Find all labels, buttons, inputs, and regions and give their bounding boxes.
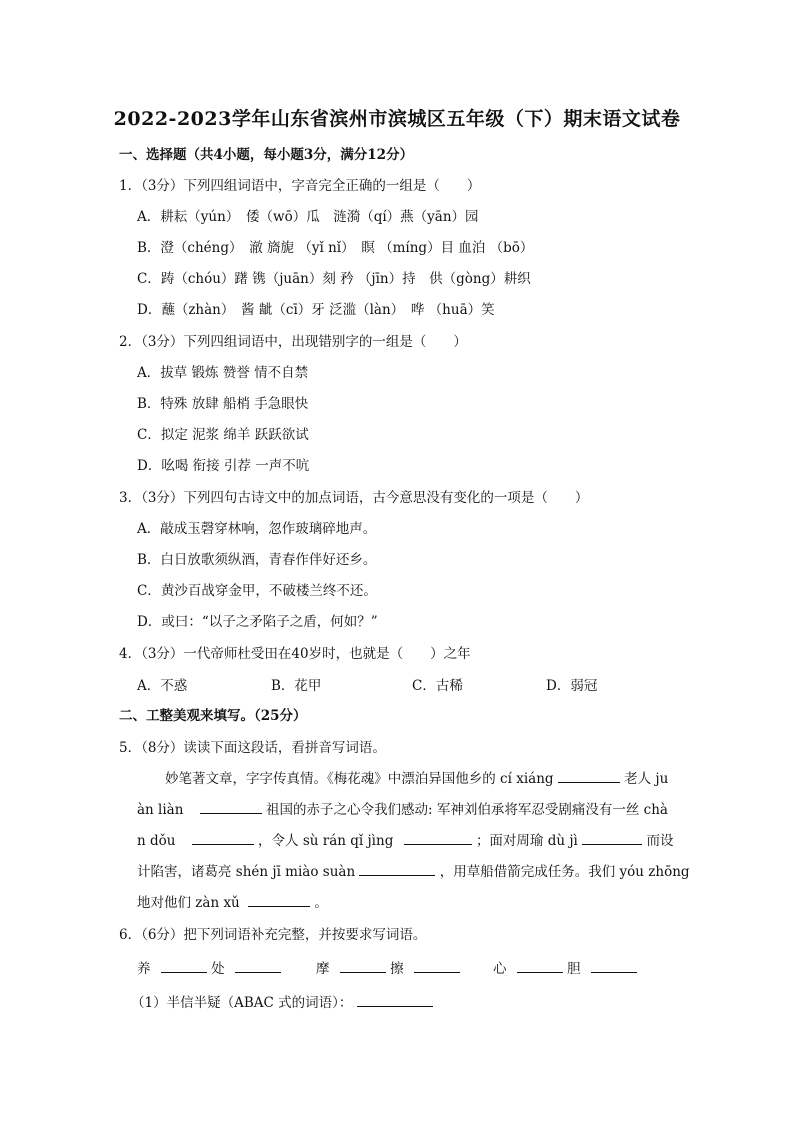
question-2-option-b: B．特殊 放肆 船梢 手急眼快 <box>137 396 309 412</box>
passage-text: 计陷害，诸葛亮 shén jī miào suàn <box>137 864 356 880</box>
passage-line-5 <box>137 894 328 912</box>
idiom-char: 摩 <box>316 961 330 977</box>
passage-line-4 <box>137 863 690 881</box>
answer-blank[interactable] <box>200 801 262 814</box>
idiom-fill-1 <box>137 960 281 978</box>
question-4-stem: 4．（3分）一代帝师杜受田在40岁时，也就是（ ）之年 <box>119 646 471 662</box>
idiom-char: 养 <box>137 961 151 977</box>
passage-text: ；面对周瑜 dù jì <box>475 833 578 849</box>
answer-blank[interactable] <box>558 770 620 783</box>
answer-blank[interactable] <box>404 832 472 845</box>
idiom-char: 处 <box>211 961 225 977</box>
passage-text: ，用草船借箭完成任务。我们 yóu zhōng <box>439 864 690 880</box>
passage-text: 老人 ju <box>624 771 669 787</box>
passage-line-1 <box>165 770 668 788</box>
question-2-option-a: A．拔草 锻炼 赞誉 情不自禁 <box>137 365 309 381</box>
question-3-option-a: A．敲成玉磬穿林响，忽作玻璃碎地声。 <box>137 521 377 537</box>
question-1-option-b: B．澄（chéng） 澈 旖旎 （yǐ nǐ） 瞑 （míng）目 血泊 （bō） <box>137 240 534 256</box>
question-4-option-d: D．弱冠 <box>546 678 598 694</box>
question-1-stem: 1．（3分）下列四组词语中，字音完全正确的一组是（ ） <box>119 178 481 194</box>
passage-text: àn liàn <box>137 802 184 818</box>
passage-text: 祖国的赤子之心令我们感动: 军神刘伯承将军忍受剧痛没有一丝 chà <box>266 802 668 818</box>
question-6-stem: 6．（6分）把下列词语补充完整，并按要求写词语。 <box>119 927 427 943</box>
question-1-option-d: D．蘸（zhàn） 酱 龇（cī）牙 泛滥（làn） 哗 （huā）笑 <box>137 302 495 318</box>
answer-blank[interactable] <box>517 960 563 973</box>
answer-blank[interactable] <box>357 994 433 1007</box>
answer-blank[interactable] <box>582 832 642 845</box>
idiom-fill-3 <box>493 960 637 978</box>
section-heading-2: 二、工整美观来填写。（25分） <box>119 708 307 724</box>
question-1-option-c: C．踌（chóu）躇 镌（juān）刻 矜 （jīn）持 供（gòng）耕织 <box>137 271 531 287</box>
question-5-stem: 5．（8分）读读下面这段话，看拼音写词语。 <box>119 740 386 756</box>
passage-text: 。 <box>314 895 328 911</box>
passage-text: ，令人 sù rán qǐ jìng <box>258 833 394 849</box>
answer-blank[interactable] <box>591 960 637 973</box>
question-2-stem: 2．（3分）下列四组词语中，出现错别字的一组是（ ） <box>119 334 467 350</box>
answer-blank[interactable] <box>248 894 310 907</box>
question-2-option-c: C．拟定 泥浆 绵羊 跃跃欲试 <box>137 427 309 443</box>
passage-text: 地对他们 zàn xǔ <box>137 895 240 911</box>
idiom-char: 胆 <box>567 961 581 977</box>
question-4-option-b: B．花甲 <box>271 678 322 694</box>
answer-blank[interactable] <box>359 863 435 876</box>
answer-blank[interactable] <box>414 960 460 973</box>
passage-text: 妙笔著文章，字字传真情。《梅花魂》中漂泊异国他乡的 cí xiáng <box>165 771 554 787</box>
passage-text: n dǒu <box>137 833 176 849</box>
subquestion-text: （1）半信半疑（ABAC 式的词语）： <box>131 995 353 1011</box>
answer-blank[interactable] <box>192 832 254 845</box>
passage-text: 而设 <box>646 833 674 849</box>
question-3-option-c: C．黄沙百战穿金甲，不破楼兰终不还。 <box>137 583 377 599</box>
question-3-option-b: B．白日放歌须纵酒，青春作伴好还乡。 <box>137 552 377 568</box>
question-3-stem: 3．（3分）下列四句古诗文中的加点词语，古今意思没有变化的一项是（ ） <box>119 490 589 506</box>
passage-line-2 <box>137 801 668 819</box>
question-3-option-d: D．或曰：“以子之矛陷子之盾，何如？” <box>137 614 378 630</box>
answer-blank[interactable] <box>235 960 281 973</box>
page-title: 2022-2023学年山东省滨州市滨城区五年级（下）期末语文试卷 <box>113 108 681 130</box>
question-1-option-a: A．耕耘（yún） 倭（wō）瓜 涟漪（qí）燕（yān）园 <box>137 209 479 225</box>
idiom-char: 心 <box>493 961 507 977</box>
question-6-subquestion-1 <box>131 994 433 1012</box>
question-4-option-c: C．古稀 <box>412 678 463 694</box>
passage-line-3 <box>137 832 673 850</box>
idiom-fill-2 <box>316 960 460 978</box>
section-heading-1: 一、选择题（共4小题，每小题3分，满分12分） <box>119 147 414 163</box>
question-2-option-d: D．吆喝 衔接 引荐 一声不吭 <box>137 458 310 474</box>
answer-blank[interactable] <box>161 960 207 973</box>
idiom-char: 擦 <box>390 961 404 977</box>
answer-blank[interactable] <box>340 960 386 973</box>
question-4-option-a: A．不惑 <box>137 678 188 694</box>
